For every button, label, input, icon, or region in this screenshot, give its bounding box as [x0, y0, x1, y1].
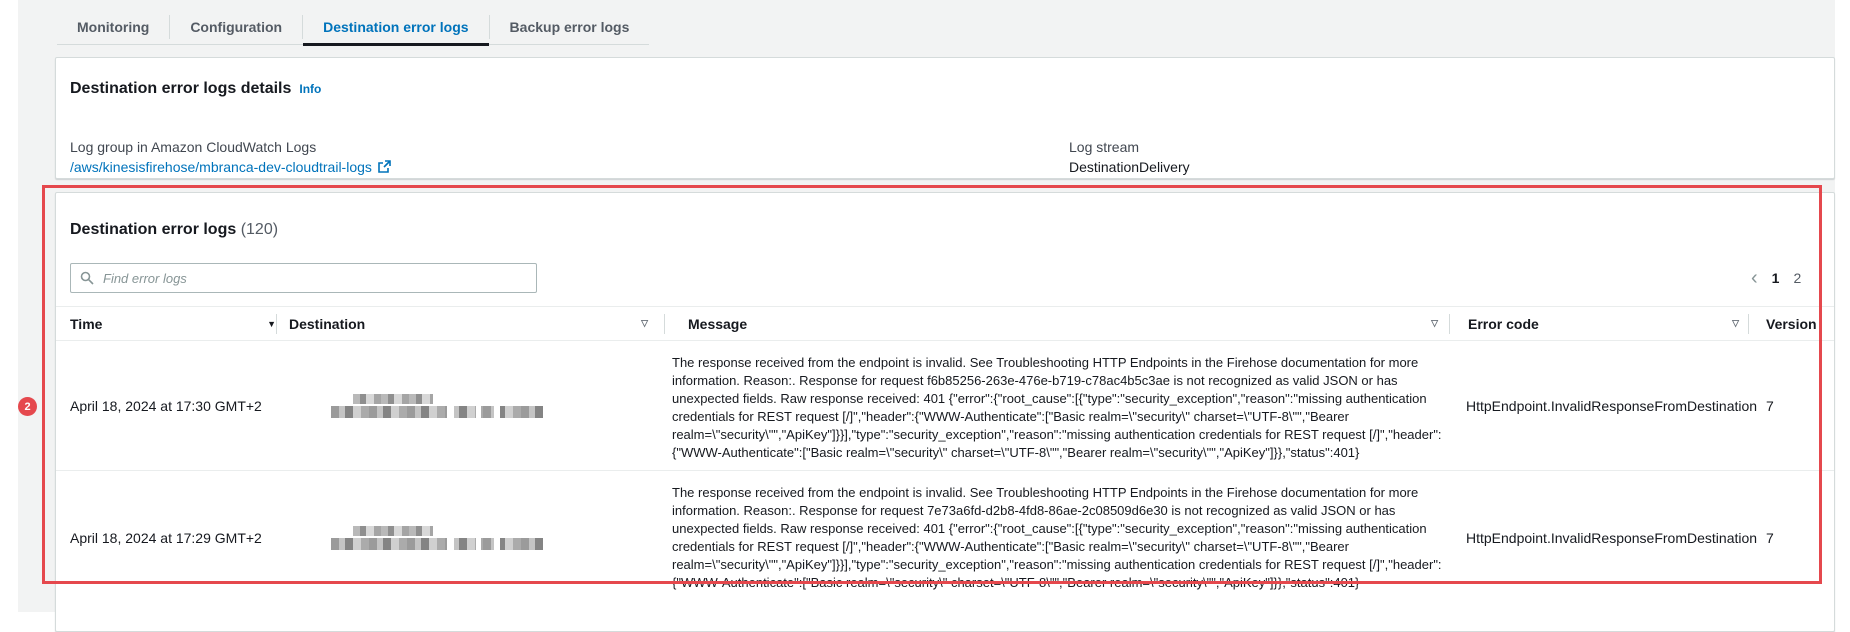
column-header-version[interactable]: [1766, 307, 1834, 340]
sort-icon[interactable]: ▽: [1732, 318, 1739, 328]
version-cell: 7: [1766, 397, 1774, 414]
external-link-icon: [377, 160, 391, 174]
version-cell: 7: [1766, 530, 1774, 546]
log-stream-label: Log stream: [1069, 139, 1140, 155]
tab-configuration-label: Configuration: [190, 18, 283, 35]
table-row: [56, 471, 1834, 605]
tab-backup-error-logs[interactable]: [490, 9, 650, 44]
tab-bar: [57, 9, 649, 45]
sort-icon[interactable]: ▽: [641, 318, 648, 328]
column-header-time[interactable]: [70, 307, 276, 340]
sort-descending-icon[interactable]: ▼: [267, 318, 276, 329]
message-cell: The response received from the endpoint is invalid. See Troubleshooting HTTP Endpoints in the Firehose documentation for more information. Reason:. Response for request f6b85256-263e-476e-b719-c78ac4b5c3ae is not recognized as valid JSON or has unexpected fields. Raw response received: 401 {"error":{"root_cause":[{"type":"security_exception","reason":"missing authentication credentials for REST request [/]","header":{"WWW-Authenticate":["Basic realm=\"security\" charset=\"UTF-8\"","Bearer realm=\"security\"","ApiKey"]}}],"type":"security_exception","reason":"missing authentication credentials for REST request [/]","header":{"WWW-Authenticate":["Basic realm=\"security\" charset=\"UTF-8\"","Bearer realm=\"security\"","ApiKey"]}},"status":401}: [672, 355, 1442, 460]
logs-panel: [55, 192, 1835, 632]
column-header-destination[interactable]: [289, 307, 648, 340]
column-divider: [664, 314, 665, 334]
logs-count: (120): [240, 221, 279, 238]
log-group-label: Log group in Amazon CloudWatch Logs: [70, 139, 317, 155]
column-divider: [276, 314, 277, 334]
column-divider: [1748, 314, 1749, 334]
redacted-destination: [331, 526, 543, 550]
log-group-link[interactable]: /aws/kinesisfirehose/mbranca-dev-cloudtrail-logs: [70, 159, 372, 175]
pagination: [1751, 263, 1801, 293]
search-icon: [80, 271, 94, 285]
tab-destination-error-logs[interactable]: [303, 9, 488, 44]
search-box: [70, 263, 537, 293]
column-header-error-code[interactable]: [1468, 307, 1739, 340]
column-header-message-label: Message: [688, 315, 748, 332]
column-divider: [1449, 314, 1450, 334]
tab-backup-error-logs-label: Backup error logs: [509, 18, 630, 35]
sort-icon[interactable]: ▽: [1431, 318, 1438, 328]
table-header: [56, 306, 1834, 341]
page-number-1[interactable]: 1: [1771, 270, 1780, 286]
error-code-cell: HttpEndpoint.InvalidResponseFromDestination: [1466, 530, 1758, 546]
column-header-error-code-label: Error code: [1468, 315, 1539, 332]
details-panel: [55, 57, 1835, 179]
column-header-destination-label: Destination: [289, 315, 366, 332]
page-number-2[interactable]: 2: [1793, 270, 1802, 286]
column-header-message[interactable]: [688, 307, 1438, 340]
tab-monitoring[interactable]: [57, 9, 169, 44]
column-header-time-label: Time: [70, 315, 103, 332]
log-stream-value: DestinationDelivery: [1069, 159, 1190, 175]
previous-page-icon[interactable]: ‹: [1751, 267, 1758, 289]
table-row: [56, 341, 1834, 471]
details-panel-title: Destination error logs details: [70, 80, 292, 97]
logs-panel-title: Destination error logs: [70, 221, 237, 238]
info-link[interactable]: Info: [299, 82, 322, 96]
search-input[interactable]: [70, 263, 537, 293]
time-cell: April 18, 2024 at 17:29 GMT+2: [70, 530, 262, 546]
column-header-version-label: Version: [1766, 315, 1817, 332]
message-cell: The response received from the endpoint is invalid. See Troubleshooting HTTP Endpoints in the Firehose documentation for more information. Reason:. Response for request 7e73a6fd-d2b8-4fd8-86ae-2c08509d6e30 is not recognized as valid JSON or has unexpected fields. Raw response received: 401 {"error":{"root_cause":[{"type":"security_exception","reason":"missing authentication credentials for REST request [/]","header":{"WWW-Authenticate":["Basic realm=\"security\" charset=\"UTF-8\"","Bearer realm=\"security\"","ApiKey"]}}],"type":"security_exception","reason":"missing authentication credentials for REST request [/]","header":{"WWW-Authenticate":["Basic realm=\"security\" charset=\"UTF-8\"","Bearer realm=\"security\"","ApiKey"]}},"status":401}: [672, 485, 1442, 590]
annotation-badge: 2: [18, 397, 37, 416]
redacted-destination: [331, 394, 543, 418]
tab-destination-error-logs-label: Destination error logs: [323, 18, 469, 35]
tab-monitoring-label: Monitoring: [77, 18, 150, 35]
time-cell: April 18, 2024 at 17:30 GMT+2: [70, 397, 262, 414]
error-code-cell: HttpEndpoint.InvalidResponseFromDestination: [1466, 397, 1758, 414]
tab-configuration[interactable]: [170, 9, 302, 44]
